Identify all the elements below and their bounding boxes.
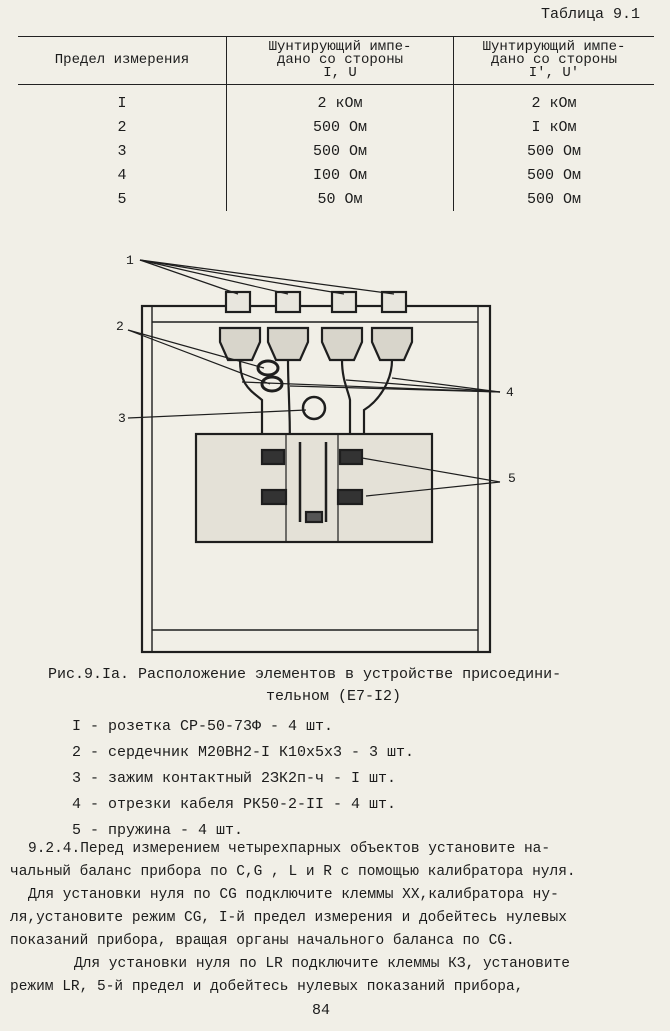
table-row [18, 187, 654, 211]
table-row [18, 139, 654, 163]
spring [262, 490, 286, 504]
paragraph-line: Для установки нуля по LR подключите клеммы КЗ, установите [74, 956, 570, 972]
paragraph-line: Для установки нуля по CG подключите клеммы XX,калибратора ну- [28, 887, 559, 903]
cell-imp2: 500 Ом [454, 187, 655, 211]
figure-legend [72, 714, 414, 844]
paragraph-line: показаний прибора, вращая органы начального баланса по CG. [10, 933, 515, 949]
spring [262, 450, 284, 464]
legend-item: 2 - сердечник М20ВН2-I К10х5х3 - 3 шт. [72, 744, 415, 761]
socket-body [322, 328, 362, 360]
callout-4: 4 [506, 385, 514, 400]
connector-tab [276, 292, 300, 312]
cell-limit: I [117, 94, 127, 112]
header-impedance-iu-prime: Шунтирующий импе- дано со стороны I', U' [454, 37, 655, 85]
legend-item: 4 - отрезки кабеля РК50-2-II - 4 шт. [72, 796, 397, 813]
header-limit: Предел измерения [18, 37, 227, 85]
callout-3: 3 [118, 411, 126, 426]
table-row [18, 85, 654, 116]
cell-imp2: 2 кОм [454, 85, 655, 116]
socket-body [220, 328, 260, 360]
mounting-board [196, 434, 432, 542]
cell-limit: 5 [117, 190, 127, 208]
cell-imp1: I00 Ом [227, 163, 454, 187]
socket-body [372, 328, 412, 360]
callout-2: 2 [116, 319, 124, 334]
page-number: 84 [312, 1002, 331, 1019]
device-diagram [0, 250, 670, 660]
paragraph-line: ля,установите режим CG, I-й предел измерения и добейтесь нулевых [10, 910, 567, 926]
table-row [18, 115, 654, 139]
cell-imp2: I кОм [454, 115, 655, 139]
legend-item: 5 - пружина - 4 шт. [72, 822, 244, 839]
cell-imp2: 500 Ом [454, 139, 655, 163]
callout-5: 5 [508, 471, 516, 486]
figure-caption: Рис.9.Iа. Расположение элементов в устройстве присоедини- тельном (Е7-I2) [48, 666, 562, 705]
cell-limit: 3 [117, 142, 127, 160]
contact-clamp [303, 397, 325, 419]
spring [338, 490, 362, 504]
body-text [10, 838, 665, 999]
connector-tab [226, 292, 250, 312]
ferrite-core [258, 361, 278, 375]
table-row [18, 163, 654, 187]
impedance-table [18, 36, 654, 211]
connector-tab [382, 292, 406, 312]
legend-item: 3 - зажим контактный 2ЗК2п-ч - I шт. [72, 770, 397, 787]
table-header-row [18, 37, 654, 85]
cell-imp1: 500 Ом [227, 115, 454, 139]
header-impedance-iu: Шунтирующий импе- дано со стороны I, U [227, 37, 454, 85]
paragraph-line: 9.2.4.Перед измерением четырехпарных объектов установите на- [28, 841, 551, 857]
paragraph-line: режим LR, 5-й предел и добейтесь нулевых показаний прибора, [10, 979, 524, 995]
cell-imp1: 2 кОм [227, 85, 454, 116]
paragraph-line: чальный баланс прибора по С,G , L и R с помощью калибратора нуля. [10, 864, 576, 880]
connector-tab [332, 292, 356, 312]
cell-imp1: 500 Ом [227, 139, 454, 163]
cell-limit: 2 [117, 118, 127, 136]
legend-item: I - розетка СР-50-73Ф - 4 шт. [72, 718, 334, 735]
spring [340, 450, 362, 464]
callout-1: 1 [126, 253, 134, 268]
table-caption: Таблица 9.1 [540, 6, 640, 23]
cell-limit: 4 [117, 166, 127, 184]
cell-imp2: 500 Ом [454, 163, 655, 187]
cell-imp1: 50 Ом [227, 187, 454, 211]
socket-body [268, 328, 308, 360]
